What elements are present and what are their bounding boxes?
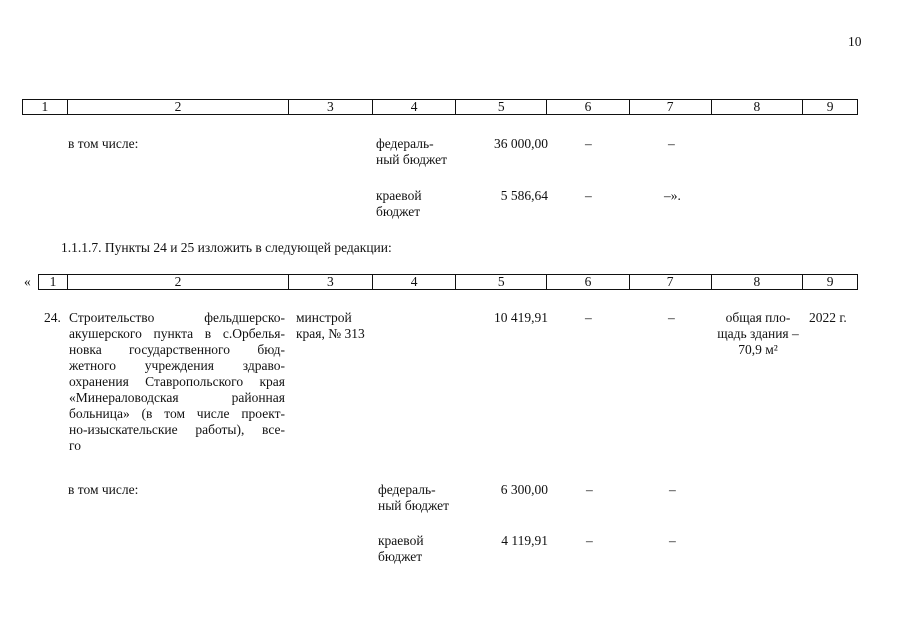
responsible-line: минстрой [296, 310, 352, 325]
header-col-9: 9 [826, 99, 834, 114]
amount-regional-bottom: 4 119,91 [501, 533, 548, 548]
year: 2022 г. [809, 310, 847, 325]
source-line: ный бюджет [376, 152, 448, 167]
header-col-5: 5 [456, 275, 547, 289]
col6-federal-top: – [585, 136, 592, 151]
responsible-line: края, № 313 [296, 326, 365, 341]
result-line: щадь здания – [717, 326, 799, 341]
result-line: общая пло- [725, 310, 791, 325]
col7-regional-top: –». [664, 188, 681, 203]
desc-line: охранения Ставропольского края [69, 374, 285, 389]
result-indicator [694, 310, 822, 358]
source-line: краевой [376, 188, 422, 203]
incl-label-top: в том числе: [68, 136, 139, 151]
desc-line: акушерского пункта в с.Орбелья- [69, 326, 285, 341]
header-col-8: 8 [712, 275, 804, 289]
amount-total: 10 419,91 [494, 310, 548, 325]
instruction-text: 1.1.1.7. Пункты 24 и 25 изложить в следующей редакции: [61, 240, 392, 255]
desc-line: го [69, 438, 81, 453]
header-col-3: 3 [289, 100, 373, 114]
header-col-4: 4 [373, 100, 457, 114]
col7-federal-top: – [668, 136, 675, 151]
col6-federal-bottom: – [586, 482, 593, 497]
desc-line: новка государственного бюд- [69, 342, 285, 357]
col7-total: – [668, 310, 675, 325]
desc-line: «Минераловодская районная [69, 390, 285, 405]
source-line: краевой [378, 533, 424, 548]
col6-regional-bottom: – [586, 533, 593, 548]
desc-line: больница» (в том числе проект- [69, 406, 285, 421]
desc-line: Строительство фельдшерско- [69, 310, 285, 325]
desc-line: жетного учреждения здраво- [69, 358, 285, 373]
source-line: федераль- [378, 482, 436, 497]
source-line: бюджет [378, 549, 423, 564]
col7-federal-bottom: – [669, 482, 676, 497]
col6-total: – [585, 310, 592, 325]
source-line: ный бюджет [378, 498, 450, 513]
header-col-7: 7 [630, 100, 712, 114]
header-col-2: 2 [68, 275, 289, 289]
opening-quote: « [24, 274, 31, 289]
item-number: 24. [44, 310, 61, 325]
header-col-5: 5 [456, 100, 547, 114]
header-col-6: 6 [547, 100, 630, 114]
source-regional-top [376, 188, 422, 220]
header-col-1: 1 [23, 100, 68, 114]
page-number: 10 [848, 34, 862, 49]
header-col-1: 1 [39, 275, 68, 289]
source-regional-bottom [378, 533, 424, 565]
source-line: федераль- [376, 136, 434, 151]
amount-federal-bottom: 6 300,00 [500, 482, 548, 497]
header-col-8: 8 [712, 100, 804, 114]
header-col-3: 3 [289, 275, 373, 289]
source-federal-top [376, 136, 447, 168]
header-col-4: 4 [373, 275, 457, 289]
source-line: бюджет [376, 204, 421, 219]
col7-regional-bottom: – [669, 533, 676, 548]
col6-regional-top: – [585, 188, 592, 203]
source-federal-bottom [378, 482, 449, 514]
amount-regional-top: 5 586,64 [500, 188, 548, 203]
result-line: 70,9 м² [738, 342, 778, 357]
item-description [69, 310, 285, 454]
amount-federal-top: 36 000,00 [494, 136, 548, 151]
table-header-row [22, 99, 858, 115]
header-col-2: 2 [68, 100, 289, 114]
header-col-6: 6 [547, 275, 630, 289]
table-header-row [38, 274, 858, 290]
desc-line: но-изыскательские работы), все- [69, 422, 285, 437]
header-col-9: 9 [826, 274, 834, 289]
responsible [296, 310, 365, 342]
header-col-7: 7 [630, 275, 712, 289]
incl-label-bottom: в том числе: [68, 482, 139, 497]
